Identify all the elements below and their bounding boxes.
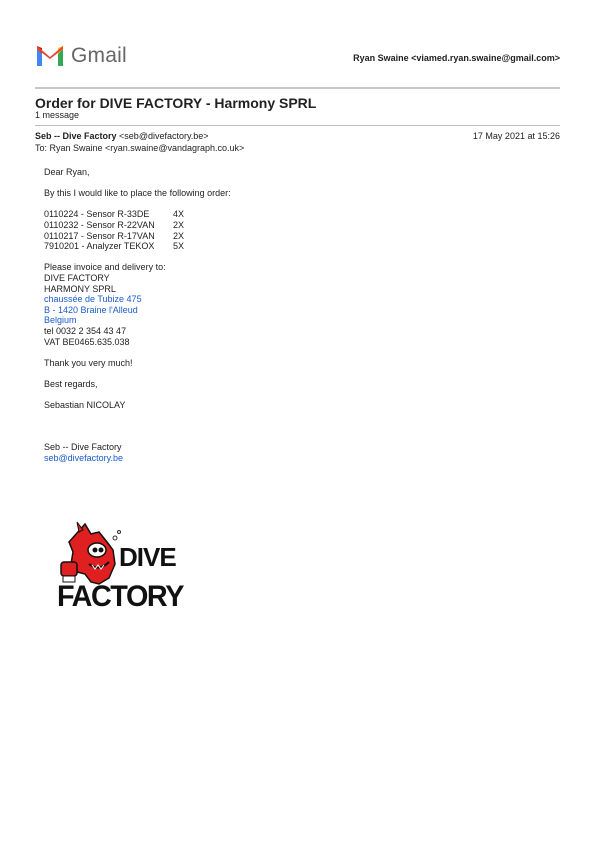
signature-sender: Seb -- Dive Factory	[44, 442, 122, 453]
gmail-logo	[35, 44, 127, 68]
order-qty: 4X	[173, 209, 185, 220]
order-qty: 2X	[173, 230, 185, 241]
header-divider	[35, 87, 560, 89]
thread-subject: Order for DIVE FACTORY - Harmony SPRL	[35, 95, 317, 111]
address-country-link[interactable]: Belgium	[44, 315, 77, 326]
order-line	[44, 220, 231, 231]
order-item: 7910201 - Analyzer TEKOX	[44, 241, 155, 252]
recipient-line: To: Ryan Swaine <ryan.swaine@vandagraph.co.uk>	[35, 143, 245, 153]
logo-text-factory: FACTORY	[57, 580, 185, 610]
gmail-wordmark: Gmail	[71, 44, 127, 67]
greeting: Dear Ryan,	[44, 167, 90, 177]
order-qty: 2X	[173, 219, 185, 230]
invoice-intro: Please invoice and delivery to:	[44, 262, 166, 273]
order-qty: 5X	[173, 241, 185, 252]
account-label: Ryan Swaine <viamed.ryan.swaine@gmail.com>	[353, 53, 560, 63]
intro-text: By this I would like to place the following order:	[44, 188, 231, 199]
message-count: 1 message	[35, 110, 80, 120]
vat-number: VAT BE0465.635.038	[44, 336, 130, 347]
order-line	[44, 209, 231, 220]
sender-line	[35, 131, 209, 141]
signature-email-link[interactable]: seb@divefactory.be	[44, 452, 124, 463]
order-item: 0110232 - Sensor R-22VAN	[44, 219, 155, 230]
order-item: 0110224 - Sensor R-33DE	[44, 209, 150, 220]
order-line	[44, 241, 231, 252]
sender-email: <seb@divefactory.be>	[119, 131, 209, 141]
regards-text: Best regards,	[44, 378, 98, 389]
signature-name: Sebastian NICOLAY	[44, 400, 126, 411]
dive-factory-logo	[55, 520, 185, 610]
message-date: 17 May 2021 at 15:26	[472, 131, 560, 141]
address-city-link[interactable]: B - 1420 Braine l'Alleud	[44, 304, 138, 315]
diver-mascot-icon	[61, 522, 121, 584]
address-street-link[interactable]: chaussée de Tubize 475	[44, 294, 142, 305]
sender-name: Seb -- Dive Factory	[35, 131, 117, 141]
thread-divider	[35, 125, 560, 126]
logo-text-dive: DIVE	[119, 542, 176, 572]
company-name: DIVE FACTORY	[44, 272, 110, 283]
delivery-address	[44, 262, 231, 347]
message-body	[44, 167, 231, 463]
thanks-text: Thank you very much!	[44, 357, 133, 368]
order-item: 0110217 - Sensor R-17VAN	[44, 230, 155, 241]
company-legal-name: HARMONY SPRL	[44, 283, 116, 294]
gmail-m-icon	[35, 45, 65, 68]
order-list	[44, 209, 231, 251]
phone-number: tel 0032 2 354 43 47	[44, 325, 127, 336]
order-line	[44, 231, 231, 242]
